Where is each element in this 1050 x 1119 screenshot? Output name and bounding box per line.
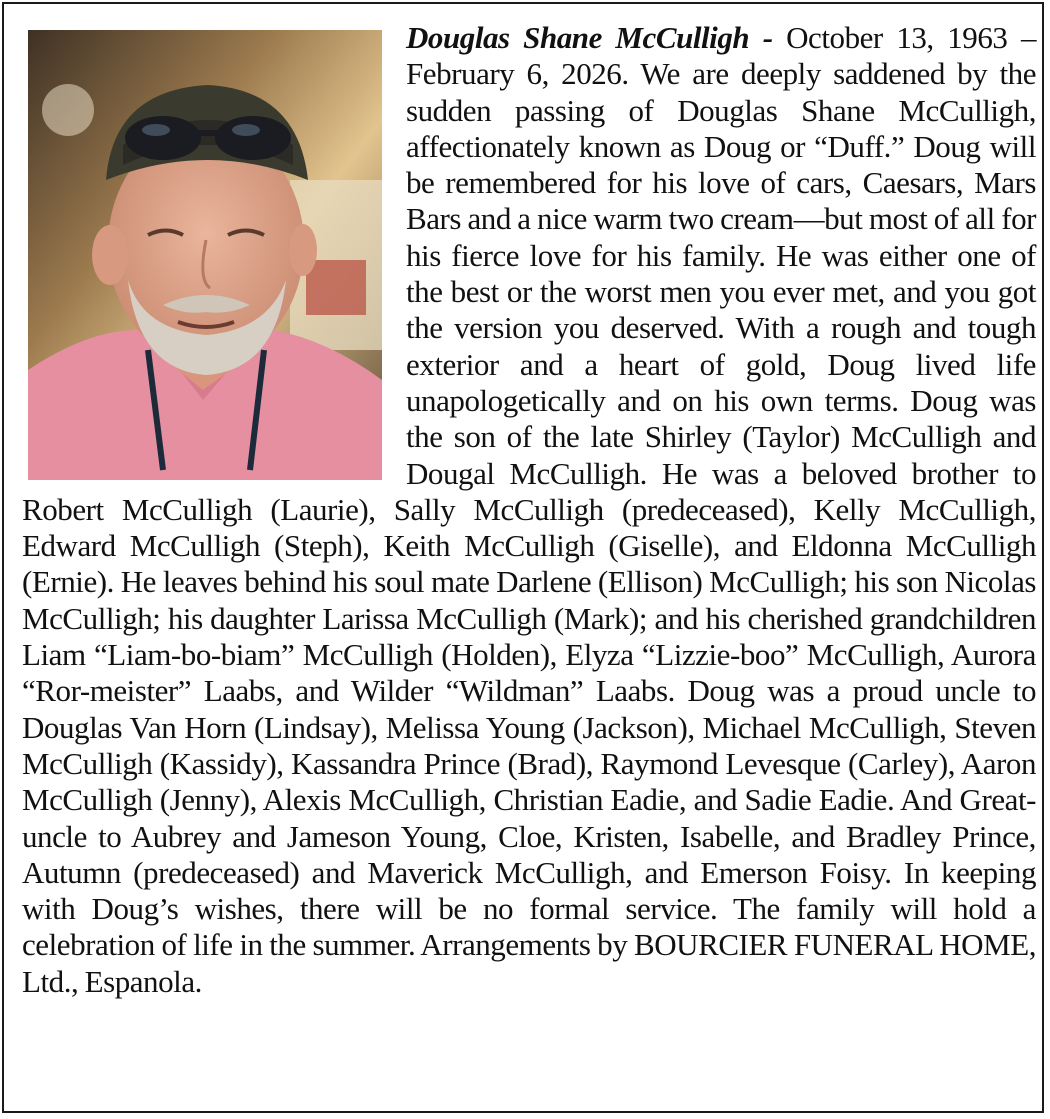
portrait-illustration xyxy=(28,30,382,480)
obituary-content xyxy=(22,20,1036,1000)
obituary-body: October 13, 1963 – February 6, 2026. We are deeply saddened by the sudden passing of Douglas Shane McCulligh, affectionately known as Doug or “Duff.” Doug will be remembered for his love of cars, Caesars, Mars Bars and a nice warm two cream—but most of all for his fierce love for his family. He was either one of the best or the worst men you ever met, and you got the version you deserved. With a rough and tough exterior and a heart of gold, Doug lived life unapologetically and on his own terms. Doug was the son of the late Shirley (Taylor) McCulligh and Dougal McCulligh. He was a beloved brother to Robert McCulligh (Laurie), Sally McCulligh (predeceased), Kelly McCulligh, Edward McCulligh (Steph), Keith McCulligh (Giselle), and Eldonna McCulligh (Ernie). He leaves behind his soul mate Darlene (Ellison) McCulligh; his son Nicolas McCulligh; his daughter Larissa McCulligh (Mark); and his cherished grandchildren Liam “Liam-bo-biam” McCulligh (Holden), Elyza “Lizzie-boo” McCulligh, Aurora “Ror-meister” Laabs, and Wilder “Wildman” Laabs. Doug was a proud uncle to Douglas Van Horn (Lindsay), Melissa Young (Jackson), Michael McCulligh, Steven McCulligh (Kassidy), Kassandra Prince (Brad), Raymond Levesque (Carley), Aaron McCulligh (Jenny), Alexis McCulligh, Christian Eadie, and Sadie Eadie. And Great-uncle to Aubrey and Jameson Young, Cloe, Kristen, Isabelle, and Bradley Prince, Autumn (predeceased) and Maverick McCulligh, and Emerson Foisy. In keeping with Doug’s wishes, there will be no formal service. The family will hold a celebration of life in the summer. Arrangements by BOURCIER FUNERAL HOME, Ltd., Espanola. xyxy=(22,20,1037,999)
deceased-name: Douglas Shane McCulligh - xyxy=(406,20,773,55)
portrait-photo xyxy=(28,30,382,480)
obituary-frame xyxy=(2,2,1044,1113)
